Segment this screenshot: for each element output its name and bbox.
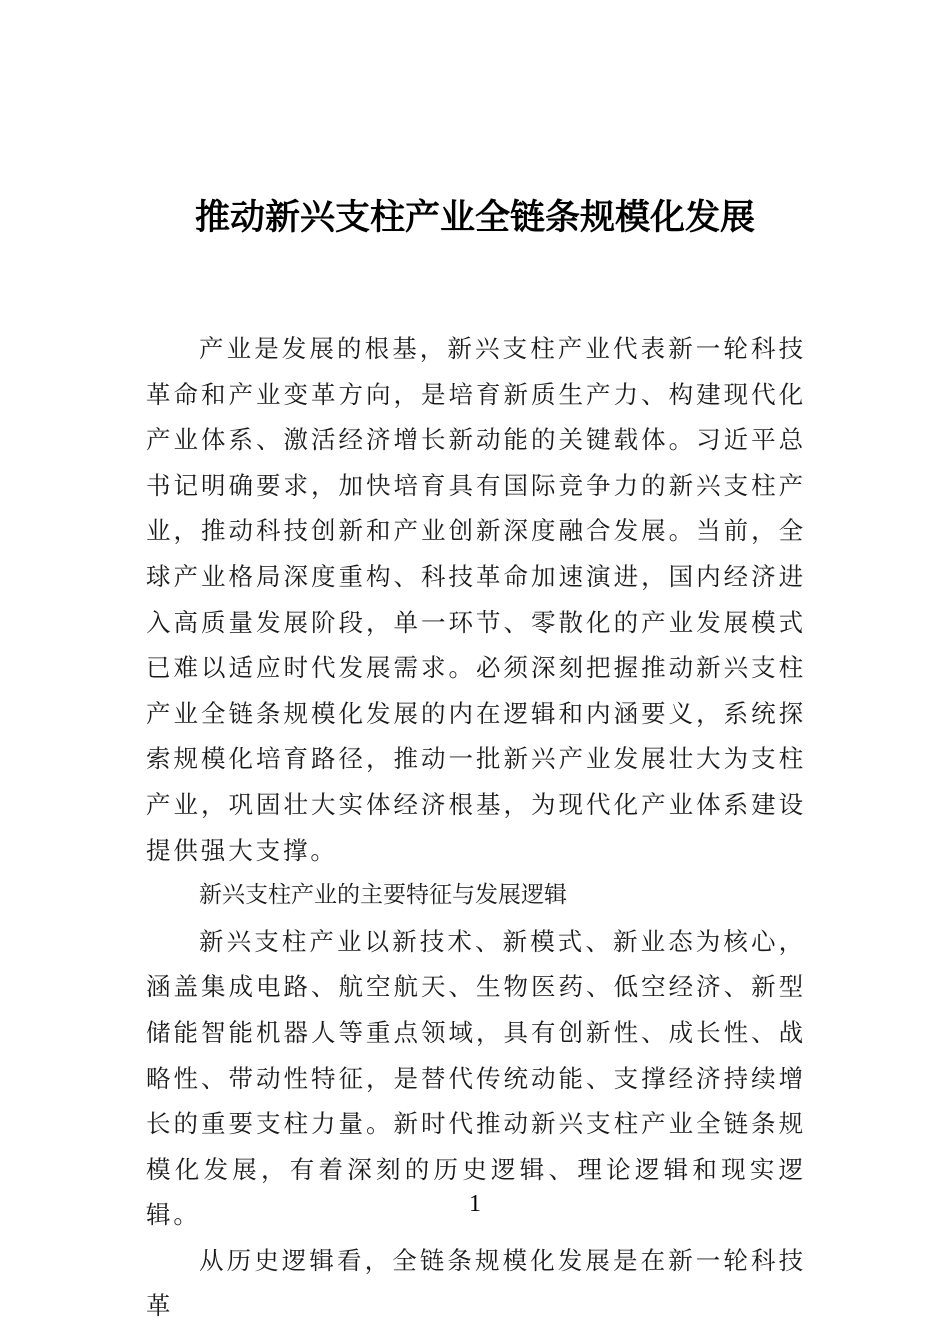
section-heading: 新兴支柱产业的主要特征与发展逻辑: [199, 882, 567, 909]
page-number: 1: [469, 1191, 481, 1217]
paragraph-history: 从历史逻辑看，全链条规模化发展是在新一轮科技革: [146, 1245, 806, 1321]
document-body: [146, 326, 806, 1329]
paragraph-intro: 产业是发展的根基，新兴支柱产业代表新一轮科技革命和产业变革方向，是培育新质生产力、构建现代化产业体系、激活经济增长新动能的关键载体。习近平总书记明确要求，加快培育具有国际竞争力的新兴支柱产业，推动科技创新和产业创新深度融合发展。当前，全球产业格局深度重构、科技革命加速演进，国内经济进入高质量发展阶段，单一环节、零散化的产业发展模式已难以适应时代发展需求。必须深刻把握推动新兴支柱产业全链条规模化发展的内在逻辑和内涵要义，系统探索规模化培育路径，推动一批新兴产业发展壮大为支柱产业，巩固壮大实体经济根基，为现代化产业体系建设提供强大支撑。: [146, 334, 806, 865]
document-title: 推动新兴支柱产业全链条规模化发展: [194, 197, 755, 238]
paragraph-features: 新兴支柱产业以新技术、新模式、新业态为核心，涵盖集成电路、航空航天、生物医药、低空经济、新型储能智能机器人等重点领域，具有创新性、成长性、战略性、带动性特征，是替代传统动能、支撑经济持续增长的重要支柱力量。新时代推动新兴支柱产业全链条规模化发展，有着深刻的历史逻辑、理论逻辑和现实逻辑。: [146, 926, 806, 1230]
